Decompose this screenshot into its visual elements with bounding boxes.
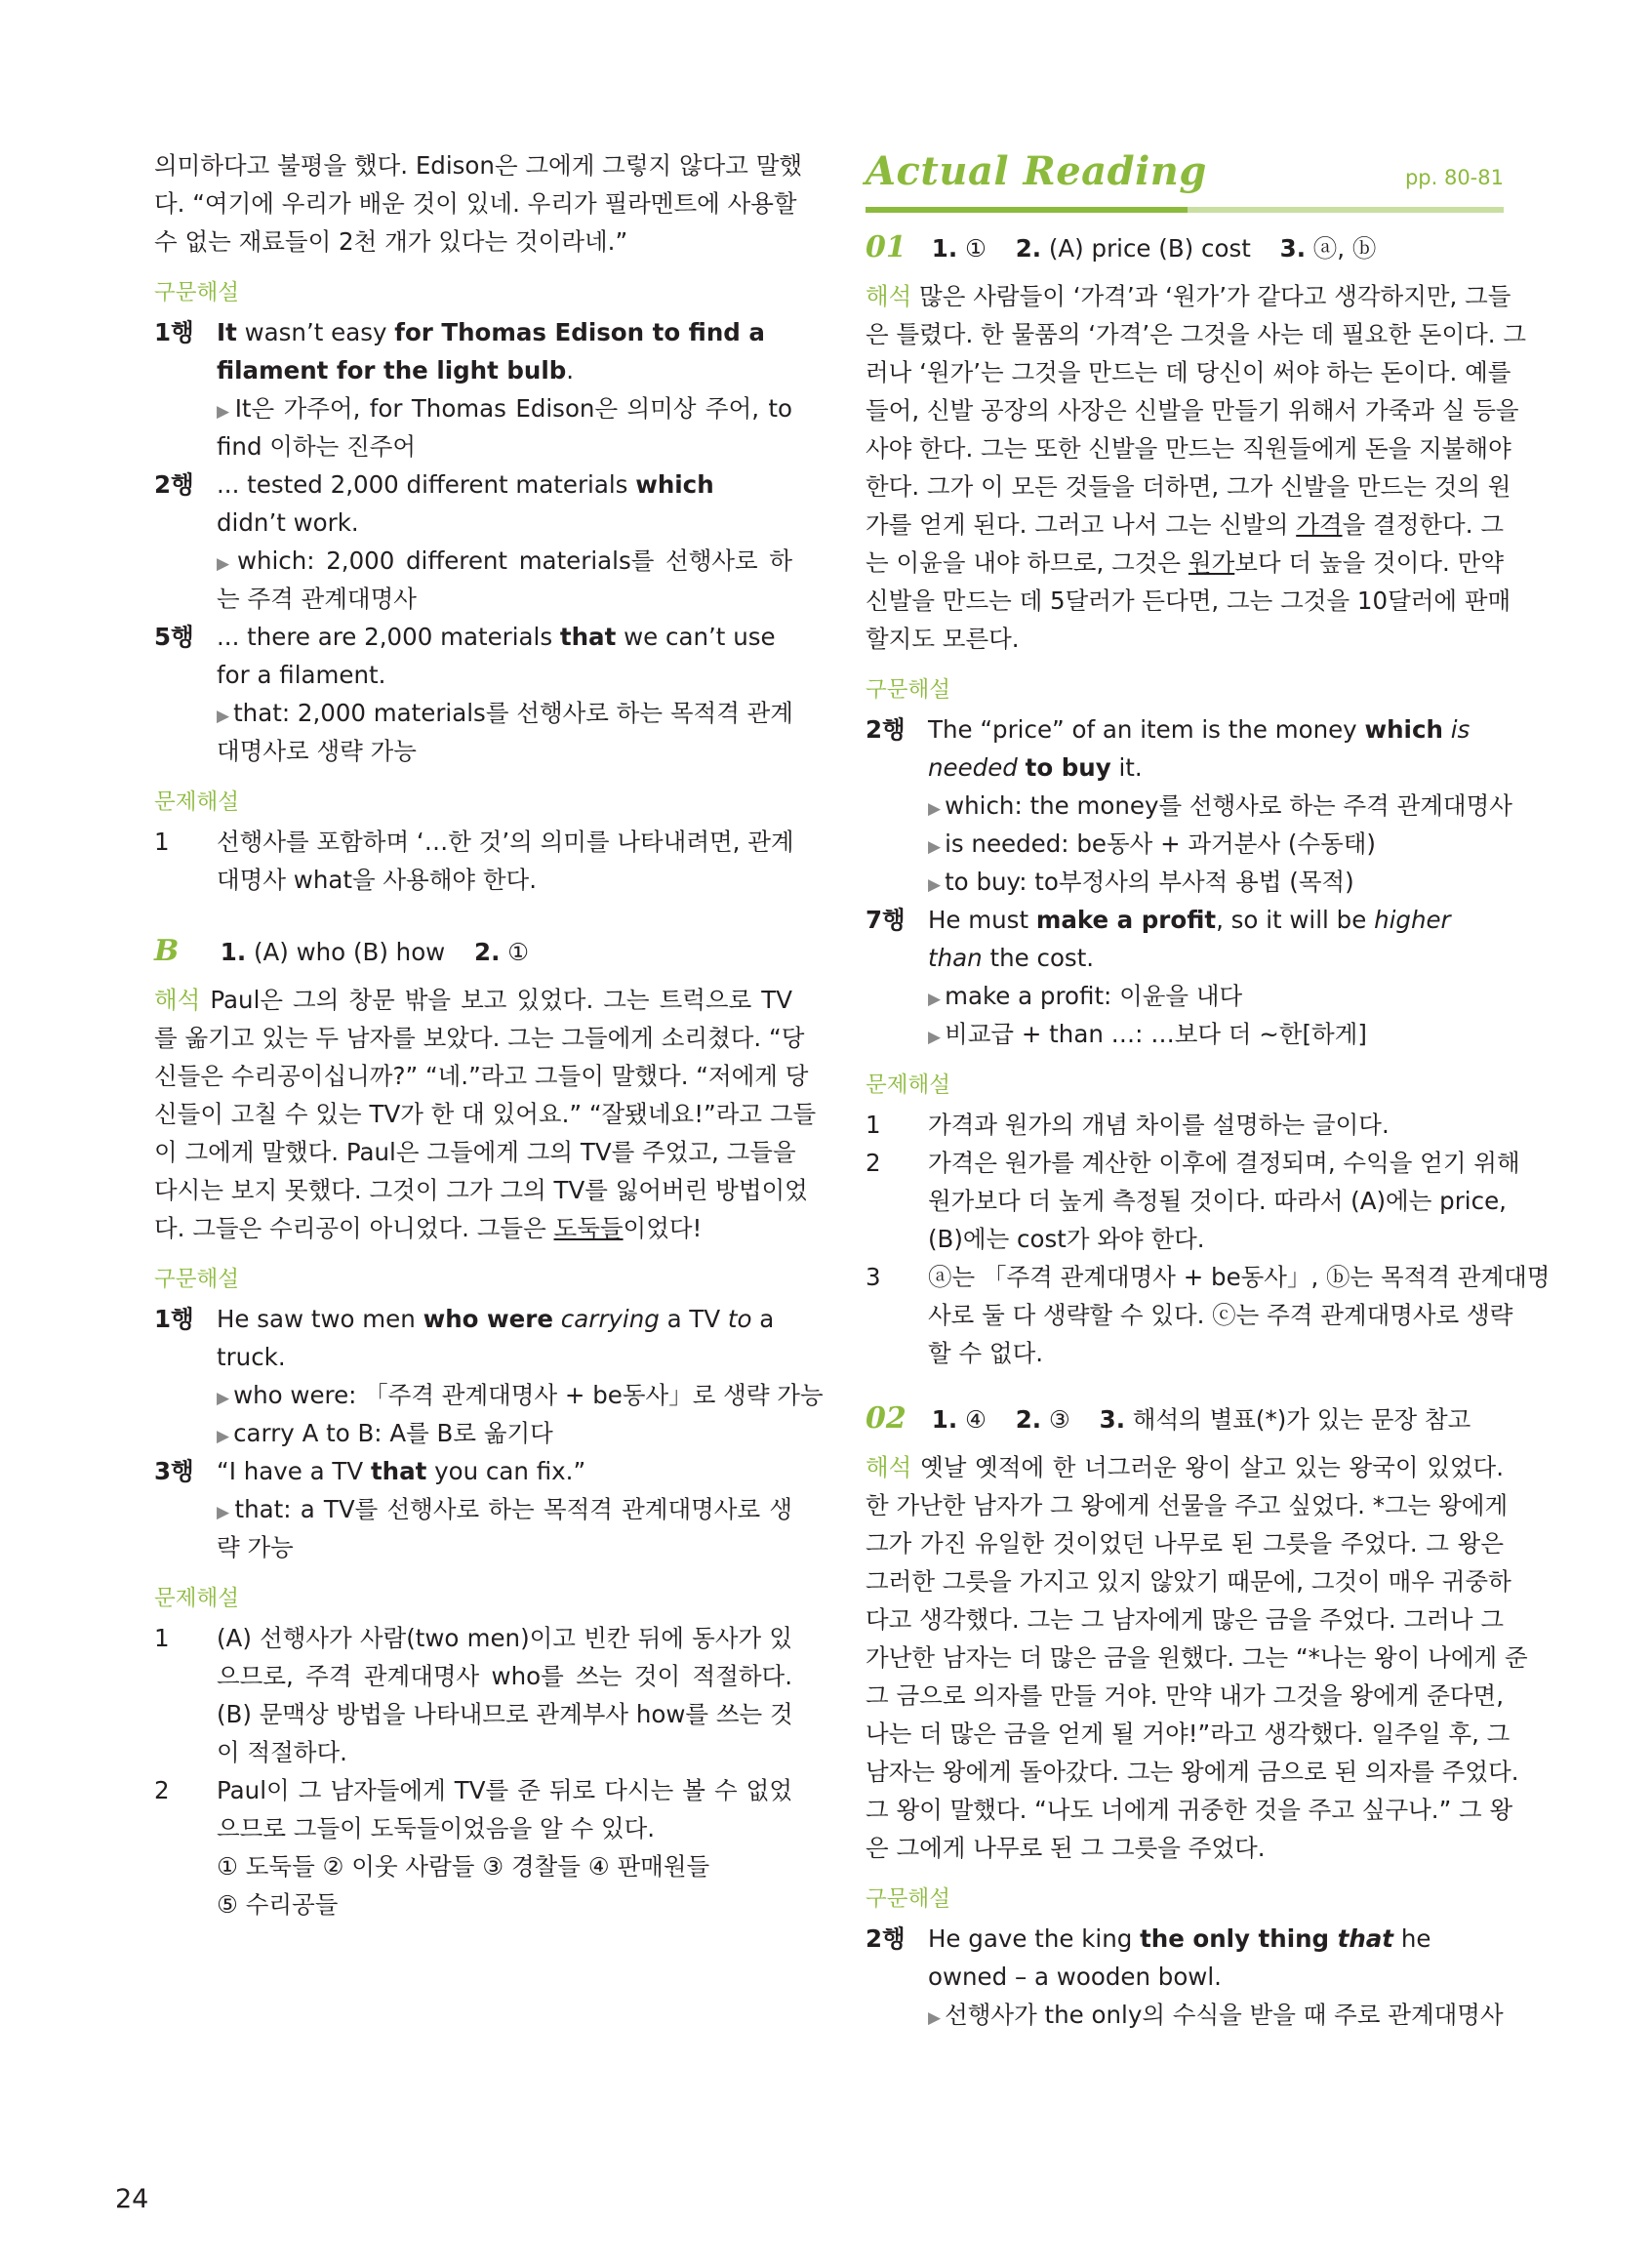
answer-number: 2.	[474, 938, 501, 966]
answer-value: ①	[500, 938, 530, 966]
translation-tag: 해석	[154, 986, 201, 1014]
translation-line	[154, 981, 792, 1019]
syntax-note	[154, 389, 792, 427]
problem-line: 이 적절하다.	[217, 1738, 347, 1766]
answer	[1016, 1405, 1070, 1434]
problem-line: 할 수 없다.	[928, 1339, 1044, 1367]
text	[553, 1305, 561, 1333]
problem-item	[866, 1144, 1520, 1182]
text: He must	[928, 906, 1036, 934]
answer	[932, 234, 987, 263]
answer	[474, 938, 529, 966]
line-number: 2행	[866, 1924, 906, 1953]
syntax-item	[154, 1300, 792, 1338]
bold-text: make a profit	[1035, 906, 1217, 934]
italic-text: higher	[1374, 906, 1451, 934]
syntax-note	[154, 1376, 824, 1414]
text: ... there are 2,000 materials	[217, 623, 560, 651]
line-number: 2행	[866, 715, 906, 744]
text: 이었다!	[623, 1214, 703, 1242]
section-title-bar	[866, 146, 1504, 217]
text: “I have a TV	[217, 1457, 371, 1485]
answer	[932, 1405, 987, 1434]
text: 을 결정한다. 그	[1342, 510, 1504, 539]
translation-line	[866, 1448, 1504, 1486]
problem-number: 2	[866, 1149, 881, 1177]
bold-text: to buy	[1025, 753, 1111, 782]
triangle-bullet-icon: ▶	[928, 1028, 942, 1047]
syntax-note	[866, 977, 1504, 1015]
text: the cost.	[982, 944, 1095, 972]
answer-value: (A) price (B) cost	[1041, 234, 1251, 263]
translation-line	[866, 544, 1504, 582]
translation-line: 다고 생각했다. 그는 그 남자에게 많은 금을 주었다. 그러나 그	[866, 1605, 1504, 1634]
triangle-bullet-icon: ▶	[217, 402, 231, 422]
translation-line: 한 가난한 남자가 그 왕에게 선물을 주고 싶었다. *그는 왕에게	[866, 1491, 1509, 1519]
triangle-bullet-icon: ▶	[217, 707, 230, 726]
note-text: carry A to B: A를 B로 옮기다	[233, 1419, 553, 1447]
note-text: make a profit: 이윤을 내다	[945, 982, 1243, 1010]
translation-line: 나는 더 많은 금을 얻게 될 거야!”라고 생각했다. 일주일 후, 그	[866, 1720, 1511, 1748]
syntax-note	[866, 825, 1504, 863]
text: 가를 얻게 된다. 그러고 나서 그는 신발의	[866, 510, 1297, 539]
translation-line: 그 금으로 의자를 만들 거야. 만약 내가 그것을 왕에게 준다면,	[866, 1681, 1504, 1710]
problem-number: 3	[866, 1263, 881, 1291]
note-text: It은 가주어, for Thomas Edison은 의미상 주어, to	[234, 394, 793, 423]
intro-line: 의미하다고 불평을 했다. Edison은 그에게 그렇지 않다고 말했	[154, 151, 803, 180]
text: .	[566, 356, 575, 385]
answer	[221, 938, 445, 966]
answer-value: ⓐ, ⓑ	[1306, 234, 1377, 263]
text: a TV	[659, 1305, 728, 1333]
section-heading-syntax: 구문해설	[866, 677, 950, 703]
section-heading-syntax: 구문해설	[154, 280, 239, 305]
text: it.	[1110, 753, 1143, 782]
italic-text: to	[727, 1305, 752, 1333]
translation-tag: 해석	[866, 1453, 912, 1481]
section-heading-problem: 문제해설	[154, 789, 239, 815]
underlined-text: 도둑들	[553, 1214, 624, 1242]
syntax-item	[866, 710, 1504, 749]
answer-number: 3.	[1279, 234, 1306, 263]
answer-number: 2.	[1015, 1405, 1042, 1434]
answer-number: 2.	[1015, 234, 1042, 263]
syntax-item	[154, 313, 792, 351]
translation-line: 를 옮기고 있는 두 남자를 보았다. 그는 그들에게 소리쳤다. “당	[154, 1024, 805, 1052]
section-number: 02	[866, 1401, 907, 1436]
page-range: pp. 80-81	[1404, 166, 1504, 189]
problem-text: 선행사를 포함하며 ‘…한 것’의 의미를 나타내려면, 관계	[217, 828, 794, 856]
problem-text: (A) 선행사가 사람(two men)이고 빈칸 뒤에 동사가 있	[217, 1624, 792, 1652]
syntax-line	[866, 749, 1504, 787]
translation-line	[154, 1209, 792, 1247]
syntax-note	[866, 1996, 1504, 2034]
note-text: is needed: be동사 + 과거분사 (수동태)	[945, 830, 1376, 858]
line-number: 2행	[154, 470, 194, 499]
intro-line: 수 없는 재료들이 2천 개가 있다는 것이라네.”	[154, 227, 628, 256]
text: 많은 사람들이 ‘가격’과 ‘원가’가 같다고 생각하지만, 그들	[911, 282, 1511, 310]
line-number: 7행	[866, 906, 906, 934]
answer-row-b	[154, 928, 792, 975]
translation-line: 신들은 수리공이십니까?” “네.”라고 그들이 말했다. “저에게 당	[154, 1062, 809, 1090]
translation-line: 들어, 신발 공장의 사장은 신발을 만들기 위해서 가죽과 실 등을	[866, 396, 1519, 425]
syntax-note: 는 주격 관계대명사	[217, 585, 417, 613]
bold-text: that	[370, 1457, 427, 1485]
bold-text: the only thing	[1140, 1924, 1338, 1953]
translation-line: 사야 한다. 그는 또한 신발을 만드는 직원들에게 돈을 지불해야	[866, 434, 1511, 463]
translation-line	[866, 506, 1504, 544]
bold-italic-text: that	[1337, 1924, 1394, 1953]
answer-number: 3.	[1099, 1405, 1125, 1434]
text: 보다 더 높을 것이다. 만약	[1234, 548, 1504, 577]
problem-number: 2	[154, 1776, 170, 1804]
line-number: 1행	[154, 318, 194, 346]
problem-text: 가격은 원가를 계산한 이후에 결정되며, 수익을 얻기 위해	[928, 1149, 1520, 1177]
text: ... tested 2,000 different materials	[217, 470, 636, 499]
note-text: to buy: to부정사의 부사적 용법 (목적)	[945, 868, 1354, 896]
problem-line: (B) 문맥상 방법을 나타내므로 관계부사 how를 쓰는 것	[217, 1700, 793, 1728]
answer-row-02	[866, 1396, 1504, 1442]
syntax-line	[154, 351, 792, 389]
text	[1018, 753, 1026, 782]
triangle-bullet-icon: ▶	[217, 1503, 231, 1522]
underlined-text: 원가	[1188, 548, 1235, 577]
syntax-note	[866, 863, 1504, 901]
syntax-note	[866, 787, 1512, 825]
translation-line: 신들이 고칠 수 있는 TV가 한 대 있어요.” “잘됐네요!”라고 그들	[154, 1100, 817, 1128]
translation-line: 그가 가진 유일한 것이었던 나무로 된 그릇을 주었다. 그 왕은	[866, 1529, 1504, 1558]
translation-line	[866, 277, 1511, 315]
syntax-line: truck.	[217, 1343, 286, 1371]
underlined-text: 가격	[1296, 510, 1343, 539]
translation-tag: 해석	[866, 282, 912, 310]
line-number: 5행	[154, 623, 194, 651]
section-title: Actual Reading	[866, 148, 1207, 194]
problem-item	[154, 823, 792, 861]
syntax-item	[154, 1452, 792, 1490]
note-text: that: 2,000 materials를 선행사로 하는 목적격 관계	[233, 699, 793, 727]
syntax-line: owned – a wooden bowl.	[928, 1963, 1222, 1991]
text: 다. 그들은 수리공이 아니었다. 그들은	[154, 1214, 554, 1242]
italic-text: carrying	[560, 1305, 660, 1333]
problem-item	[154, 1619, 792, 1657]
text: He gave the king	[928, 1924, 1141, 1953]
translation-line: 러나 ‘원가’는 그것을 만드는 데 당신이 써야 하는 돈이다. 예를	[866, 358, 1511, 386]
right-column	[866, 224, 1551, 2034]
problem-item	[154, 1771, 792, 1809]
text: we can’t use	[616, 623, 776, 651]
bold-text: for Thomas Edison to find a	[394, 318, 765, 346]
bold-text: that	[559, 623, 617, 651]
translation-line: 은 틀렸다. 한 물품의 ‘가격’은 그것을 사는 데 필요한 돈이다. 그	[866, 320, 1527, 348]
section-heading-problem: 문제해설	[866, 1073, 950, 1098]
translation-line: 신발을 만드는 데 5달러가 든다면, 그는 그것을 10달러에 판매	[866, 587, 1511, 615]
triangle-bullet-icon: ▶	[928, 837, 942, 857]
problem-text: 가격과 원가의 개념 차이를 설명하는 글이다.	[928, 1111, 1390, 1139]
text: He saw two men	[217, 1305, 423, 1333]
answer-value: ①	[957, 234, 987, 263]
translation-line: 가난한 남자는 더 많은 금을 원했다. 그는 “*나는 왕이 나에게 준	[866, 1643, 1528, 1672]
syntax-item	[154, 466, 792, 504]
syntax-note	[154, 1414, 792, 1452]
syntax-note: 략 가능	[217, 1533, 294, 1561]
left-column	[154, 146, 824, 1923]
text: a	[751, 1305, 775, 1333]
translation-line: 남자는 왕에게 돌아갔다. 그는 왕에게 금으로 된 의자를 주었다.	[866, 1758, 1519, 1786]
problem-number: 1	[154, 828, 170, 856]
triangle-bullet-icon: ▶	[217, 1389, 230, 1408]
intro-line: 다. “여기에 우리가 배운 것이 있네. 우리가 필라멘트에 사용할	[154, 189, 797, 218]
syntax-item	[866, 1920, 1504, 1958]
italic-text: needed	[928, 753, 1018, 782]
problem-line: 원가보다 더 높게 측정될 것이다. 따라서 (A)에는 price,	[928, 1187, 1507, 1215]
note-text: that: a TV를 선행사로 하는 목적격 관계대명사로 생	[234, 1495, 792, 1523]
problem-item	[866, 1258, 1551, 1296]
syntax-note	[154, 542, 792, 580]
note-text: who were: 「주격 관계대명사 + be동사」로 생략 가능	[233, 1381, 824, 1409]
italic-text: is	[1450, 715, 1471, 744]
problem-line: 대명사 what을 사용해야 한다.	[217, 866, 538, 894]
text: you can fix.”	[426, 1457, 586, 1485]
triangle-bullet-icon: ▶	[928, 875, 942, 895]
section-heading-syntax: 구문해설	[154, 1267, 239, 1292]
translation-line: 은 그에게 나무로 된 그 그릇을 주었다.	[866, 1834, 1266, 1862]
section-number: 01	[866, 230, 907, 264]
triangle-bullet-icon: ▶	[217, 554, 233, 574]
bold-text: who were	[423, 1305, 553, 1333]
text	[1443, 715, 1451, 744]
text: 는 이윤을 내야 하므로, 그것은	[866, 548, 1189, 577]
triangle-bullet-icon: ▶	[217, 1427, 230, 1446]
note-text: 선행사가 the only의 수식을 받을 때 주로 관계대명사	[945, 2001, 1504, 2029]
problem-line: 사로 둘 다 생략할 수 있다. ⓒ는 주격 관계대명사로 생략	[928, 1301, 1513, 1329]
problem-item	[866, 1106, 1504, 1144]
problem-text: Paul이 그 남자들에게 TV를 준 뒤로 다시는 볼 수 없었	[217, 1776, 792, 1804]
answer-value: ④	[957, 1405, 987, 1434]
answer-value: ③	[1041, 1405, 1070, 1434]
section-heading-problem: 문제해설	[154, 1586, 239, 1611]
syntax-line	[866, 939, 1504, 977]
problem-line: 으므로 그들이 도둑들이었음을 알 수 있다.	[217, 1814, 656, 1842]
answer	[1280, 234, 1377, 263]
syntax-line: didn’t work.	[217, 508, 359, 537]
syntax-item	[154, 618, 792, 656]
syntax-note: 대명사로 생략 가능	[217, 737, 417, 765]
syntax-note	[154, 694, 792, 732]
bold-text: which	[635, 470, 714, 499]
answer-number: 1.	[931, 234, 958, 263]
choice-line: ⑤ 수리공들	[217, 1890, 339, 1919]
text: 옛날 옛적에 한 너그러운 왕이 살고 있는 왕국이 있었다.	[911, 1453, 1504, 1481]
text: , so it will be	[1216, 906, 1375, 934]
answer-value: (A) who (B) how	[246, 938, 446, 966]
syntax-note: find 이하는 진주어	[217, 432, 417, 461]
line-number: 3행	[154, 1457, 194, 1485]
translation-line: 다시는 보지 못했다. 그것이 그가 그의 TV를 잃어버린 방법이었	[154, 1176, 808, 1204]
answer-value: 해석의 별표(*)가 있는 문장 참고	[1125, 1405, 1471, 1434]
answer	[1016, 234, 1251, 263]
translation-line: 이 그에게 말했다. Paul은 그들에게 그의 TV를 주었고, 그들을	[154, 1138, 796, 1166]
bold-text: It	[217, 318, 237, 346]
line-number: 1행	[154, 1305, 194, 1333]
translation-line: 그러한 그릇을 가지고 있지 않았기 때문에, 그것이 매우 귀중하	[866, 1567, 1511, 1596]
translation-line: 할지도 모른다.	[866, 625, 1020, 653]
page-number: 24	[115, 2184, 149, 2214]
note-text: 비교급 + than …: …보다 더 ~한[하게]	[945, 1020, 1367, 1048]
translation-line: 한다. 그가 이 모든 것들을 더하면, 그가 신발을 만드는 것의 원	[866, 472, 1511, 501]
problem-number: 1	[154, 1624, 170, 1652]
triangle-bullet-icon: ▶	[928, 2008, 942, 2028]
section-heading-syntax: 구문해설	[866, 1886, 950, 1912]
text: The “price” of an item is the money	[928, 715, 1365, 744]
bold-text: which	[1364, 715, 1443, 744]
text: wasn’t easy	[236, 318, 395, 346]
answer	[1100, 1405, 1471, 1434]
answer-row-01	[866, 224, 1504, 271]
choice-line: ① 도둑들 ② 이웃 사람들 ③ 경찰들 ④ 판매원들	[217, 1852, 710, 1881]
answer-number: 1.	[931, 1405, 958, 1434]
answer-number: 1.	[220, 938, 247, 966]
text: Paul은 그의 창문 밖을 보고 있었다. 그는 트럭으로 TV	[200, 986, 792, 1014]
bold-text: filament for the light bulb	[217, 356, 567, 385]
translation-line: 그 왕이 말했다. “나도 너에게 귀중한 것을 주고 싶구나.” 그 왕	[866, 1796, 1513, 1824]
syntax-note	[154, 1490, 792, 1528]
problem-line: 으므로, 주격 관계대명사 who를 쓰는 것이 적절하다.	[217, 1662, 792, 1690]
triangle-bullet-icon: ▶	[928, 990, 942, 1009]
title-rule-accent	[866, 207, 1188, 213]
syntax-line: for a filament.	[217, 661, 386, 689]
section-letter: B	[154, 934, 180, 968]
note-text: which: 2,000 different materials를 선행사로 하	[236, 547, 793, 575]
italic-text: than	[928, 944, 983, 972]
text: he	[1393, 1924, 1431, 1953]
problem-number: 1	[866, 1111, 881, 1139]
problem-line: (B)에는 cost가 와야 한다.	[928, 1225, 1205, 1253]
triangle-bullet-icon: ▶	[928, 799, 942, 819]
problem-text: ⓐ는 「주격 관계대명사 + be동사」, ⓑ는 목적격 관계대명	[928, 1263, 1551, 1291]
note-text: which: the money를 선행사로 하는 주격 관계대명사	[945, 791, 1512, 820]
syntax-item	[866, 901, 1504, 939]
syntax-note	[866, 1015, 1504, 1053]
